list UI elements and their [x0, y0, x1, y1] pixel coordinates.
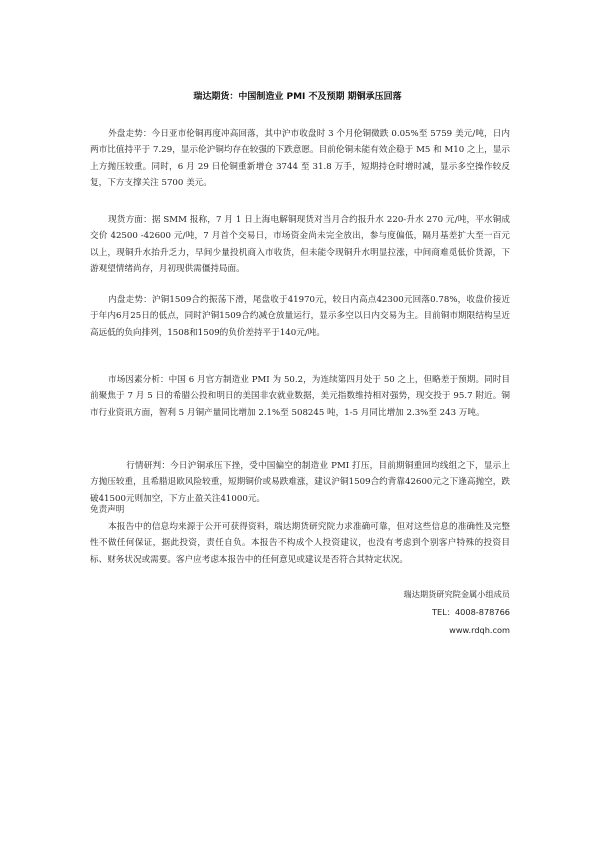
paragraph-text: 内盘走势：沪铜1509合约振荡下滑，尾盘收于41970元，较日内高点42300元回落0.78%，收盘价接近于年内6月25日的低点，同时沪铜1509合约减仓放量运行，显示多空以日内交易为主。目前铜市期限结构呈近高远低的负向排列，1508和1509的负价差持平于140元/吨。: [90, 295, 510, 338]
paragraph-market-factors: [90, 372, 510, 421]
signature-website: www.rdqh.com: [449, 625, 510, 635]
disclaimer-text: 本报告中的信息均来源于公开可获得资料，瑞达期货研究院力求准确可靠，但对这些信息的准确性及完整性不做任何保证，据此投资，责任自负。本报告不构成个人投资建议，也没有考虑到个别客户特殊的投资目标、财务状况或需要。客户应考虑本报告中的任何意见或建议是否符合其特定状况。: [90, 522, 510, 565]
paragraph-outlook: [90, 458, 510, 507]
paragraph-domestic-market: [90, 292, 510, 341]
paragraph-spot-market: [90, 212, 510, 278]
paragraph-text: 市场因素分析：中国 6 月官方制造业 PMI 为 50.2，为连续第四月处于 50 之上，但略差于预期。同时目前聚焦于 7 月 5 日的希腊公投和明日的美国非农就业数据，美元指数维持相对强势，现交投于 95.7 附近。铜市行业资讯方面，智利 5 月铜产量同比增加 2.1%至 508245 吨，1-5 月同比增加 2.3%至 243 万吨。: [90, 375, 510, 418]
paragraph-text: 现货方面：据 SMM 报称，7 月 1 日上海电解铜现货对当月合约报升水 220-升水 270 元/吨，平水铜成交价 42500 -42600 元/吨，7 月首个交易日，市场资金尚未完全放出，参与度偏低，隔月基差扩大至一百元以上，现铜升水抬升乏力，早间少量投机商入市收货，但未能令现铜升水明显拉涨，中间商难觅低价货源，下游观望情绪尚存，月初现供需僵持局面。: [90, 215, 510, 275]
paragraph-overseas-market: [90, 126, 510, 192]
paragraph-text: 行情研判：今日沪铜承压下挫，受中国偏空的制造业 PMI 打压，目前期铜重回均线组之下，显示上方抛压较重，且希腊退欧风险较重，短期铜价或易跌难涨，建议沪铜1509合约背靠42600元之下逢高抛空，跌破41500元则加空，下方止盈关注41000元。: [90, 461, 510, 504]
report-title: 瑞达期货：中国制造业 PMI 不及预期 期铜承压回落: [193, 92, 402, 102]
signature-tel: TEL：4008-878766: [432, 607, 510, 617]
disclaimer-paragraph: [90, 519, 510, 568]
signature-org: 瑞达期货研究院金属小组成员: [403, 589, 510, 599]
paragraph-text: 外盘走势：今日亚市伦铜再度冲高回落，其中沪市收盘时 3 个月伦铜微跌 0.05%至 5759 美元/吨，日内两市比值持平于 7.29，显示伦沪铜均存在较强的下跌意愿。目前伦铜未能有效企稳于 M5 和 M10 之上，显示上方抛压较重。同时，6 月 29 日伦铜重新增仓 3744 至 31.8 万手，短期持仓时增时减，显示多空操作较反复，下方支撑关注 5700 美元。: [90, 129, 510, 189]
disclaimer-heading: 免责声明: [90, 505, 125, 515]
